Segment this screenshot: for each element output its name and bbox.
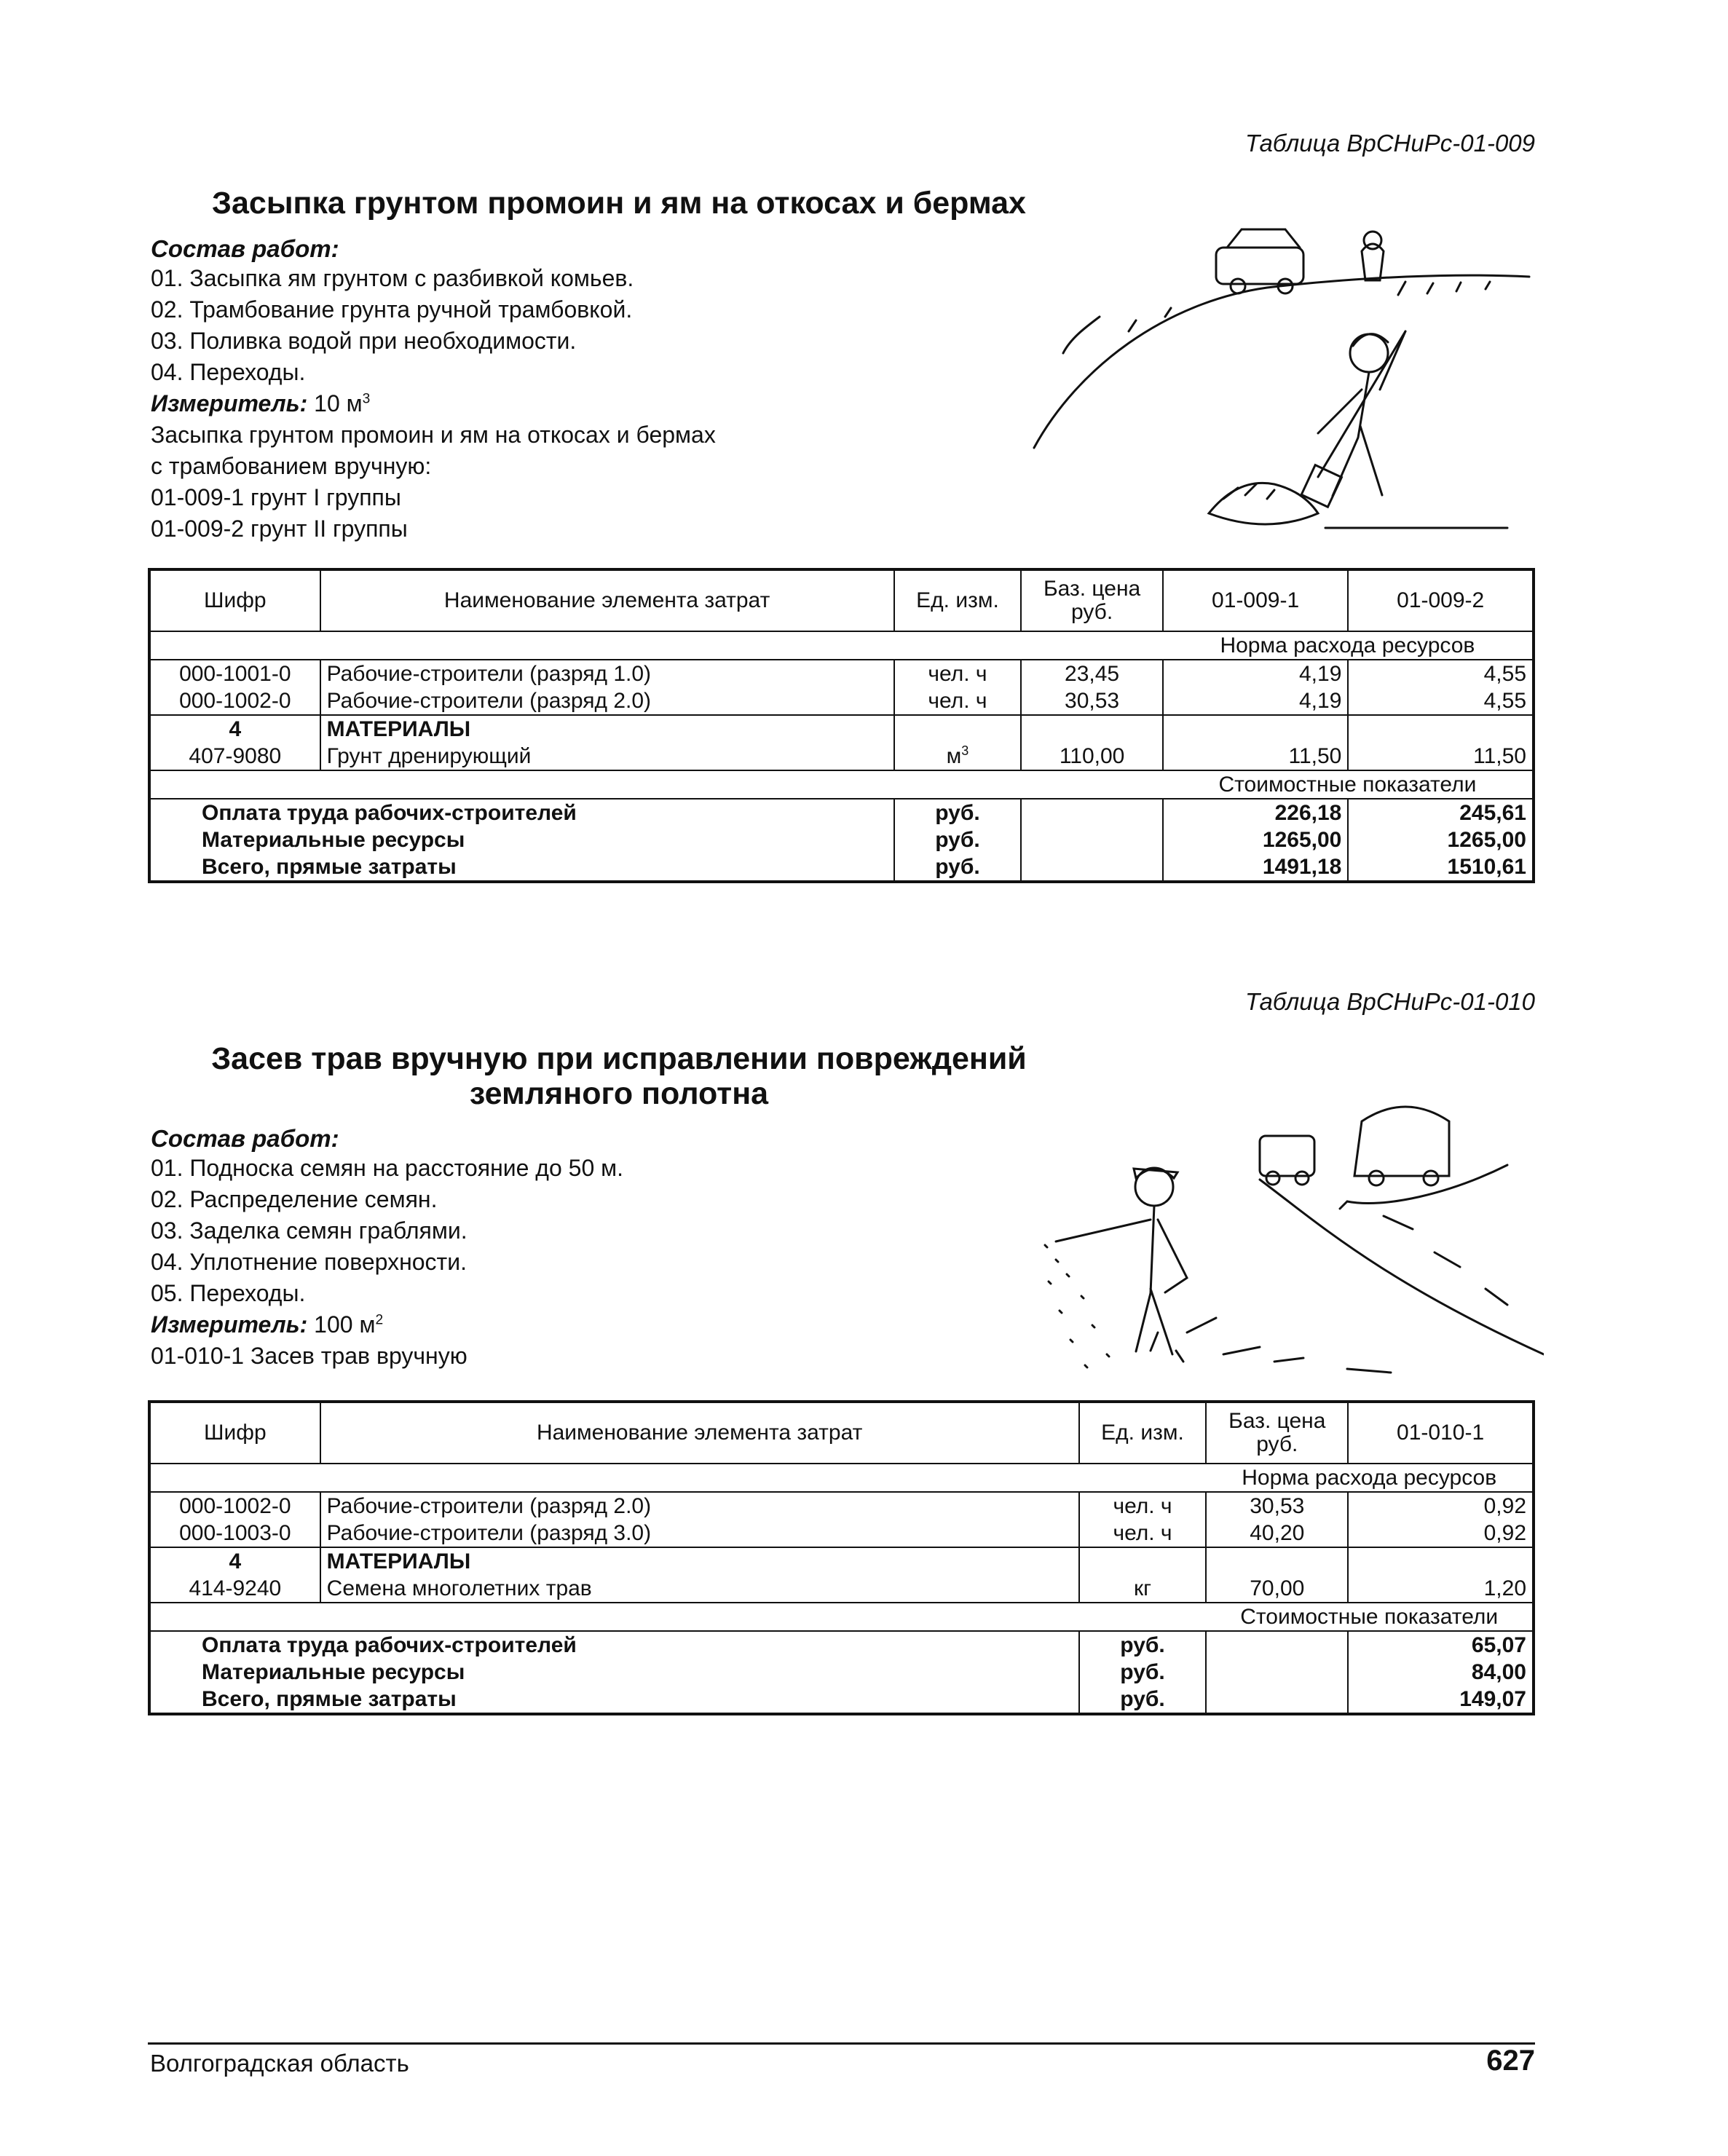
- cell-code: 000-1002-0: [149, 1492, 320, 1520]
- measure: [151, 1309, 623, 1340]
- work-item: 02. Трамбование грунта ручной трамбовкой.: [151, 296, 633, 323]
- total-row: [149, 1659, 1534, 1686]
- measure-value: 10 м: [314, 390, 363, 416]
- measure-label: Измеритель:: [151, 1311, 308, 1338]
- description-line: Засыпка грунтом промоин и ям на откосах и бермах: [151, 422, 716, 448]
- materials-label: МАТЕРИАЛЫ: [320, 1547, 1079, 1575]
- footer-region: Волгоградская область: [150, 2050, 409, 2077]
- cell-code: 407-9080: [149, 743, 320, 770]
- total-unit: руб.: [1079, 1686, 1207, 1714]
- header-code: Шифр: [149, 569, 320, 631]
- total-unit: руб.: [1079, 1631, 1207, 1659]
- total-value: 245,61: [1348, 799, 1534, 826]
- sowing-worker-illustration: [1041, 1092, 1544, 1383]
- work-item: 03. Заделка семян граблями.: [151, 1217, 467, 1244]
- measure: [151, 388, 716, 419]
- total-row: [149, 826, 1534, 853]
- header-unit: Ед. изм.: [894, 569, 1022, 631]
- cell-value: 4,19: [1163, 687, 1349, 715]
- total-row: [149, 1686, 1534, 1714]
- header-code: Шифр: [149, 1402, 320, 1464]
- header-unit: Ед. изм.: [1079, 1402, 1207, 1464]
- work-heading: Состав работ:: [151, 235, 339, 262]
- cell-unit: чел. ч: [894, 687, 1022, 715]
- header-price: Баз. цена руб.: [1021, 569, 1162, 631]
- section-title: [146, 1041, 1092, 1111]
- total-value: 1510,61: [1348, 853, 1534, 882]
- cell-value: 11,50: [1163, 743, 1349, 770]
- table-row: [149, 743, 1534, 770]
- cost-table: [148, 568, 1535, 883]
- total-value: 1491,18: [1163, 853, 1349, 882]
- total-row: [149, 799, 1534, 826]
- cell-name: Рабочие-строители (разряд 2.0): [320, 1492, 1079, 1520]
- description-line: 01-009-1 грунт I группы: [151, 484, 401, 510]
- work-composition: [151, 235, 716, 545]
- header-col1: 01-010-1: [1348, 1402, 1534, 1464]
- cell-value: 4,55: [1348, 687, 1534, 715]
- total-value: 65,07: [1348, 1631, 1534, 1659]
- work-heading: Состав работ:: [151, 1125, 339, 1152]
- band-costs: Стоимостные показатели: [1206, 1603, 1534, 1631]
- cell-name: Рабочие-строители (разряд 3.0): [320, 1520, 1079, 1547]
- work-item: 01. Подноска семян на расстояние до 50 м.: [151, 1155, 624, 1181]
- total-row: [149, 853, 1534, 882]
- measure-sup: 3: [362, 391, 371, 407]
- header-col2: 01-009-2: [1348, 569, 1534, 631]
- cell-price: 40,20: [1206, 1520, 1348, 1547]
- measure-value: 100 м: [314, 1311, 376, 1338]
- total-name: Материальные ресурсы: [149, 826, 894, 853]
- cost-table: [148, 1400, 1535, 1715]
- measure-label: Измеритель:: [151, 390, 308, 416]
- table-row: [149, 660, 1534, 687]
- measure-sup: 2: [375, 1312, 384, 1328]
- description-line: с трамбованием вручную:: [151, 453, 432, 479]
- cell-name: Грунт дренирующий: [320, 743, 894, 770]
- header-price: Баз. цена руб.: [1206, 1402, 1348, 1464]
- total-value: 84,00: [1348, 1659, 1534, 1686]
- cell-value: 11,50: [1348, 743, 1534, 770]
- footer-divider: [148, 2042, 1535, 2045]
- work-item: 05. Переходы.: [151, 1280, 306, 1306]
- cell-code: 000-1003-0: [149, 1520, 320, 1547]
- header-name: Наименование элемента затрат: [320, 569, 894, 631]
- cell-unit: кг: [1079, 1575, 1207, 1603]
- table-row: [149, 1492, 1534, 1520]
- work-item: 04. Переходы.: [151, 359, 306, 385]
- table-caption: Таблица ВрСНиРс-01-010: [1245, 988, 1535, 1015]
- cell-name: Рабочие-строители (разряд 1.0): [320, 660, 894, 687]
- materials-code: 4: [149, 715, 320, 743]
- table-row: [149, 687, 1534, 715]
- cell-code: 414-9240: [149, 1575, 320, 1603]
- total-value: 1265,00: [1348, 826, 1534, 853]
- total-unit: руб.: [894, 799, 1022, 826]
- total-unit: руб.: [894, 826, 1022, 853]
- cell-price: 30,53: [1021, 687, 1162, 715]
- band-costs: Стоимостные показатели: [1163, 770, 1534, 799]
- materials-label: МАТЕРИАЛЫ: [320, 715, 894, 743]
- cell-unit: чел. ч: [1079, 1520, 1207, 1547]
- total-name: Всего, прямые затраты: [149, 853, 894, 882]
- cell-value: 4,19: [1163, 660, 1349, 687]
- total-value: 149,07: [1348, 1686, 1534, 1714]
- total-unit: руб.: [1079, 1659, 1207, 1686]
- total-name: Материальные ресурсы: [149, 1659, 1079, 1686]
- total-name: Оплата труда рабочих-строителей: [149, 799, 894, 826]
- band-norms: Норма расхода ресурсов: [1163, 631, 1534, 660]
- title-line: Засев трав вручную при исправлении повреждений: [211, 1041, 1027, 1076]
- work-composition: [151, 1125, 623, 1372]
- total-unit: руб.: [894, 853, 1022, 882]
- cell-value: 1,20: [1348, 1575, 1534, 1603]
- table-row: [149, 1575, 1534, 1603]
- cell-code: 000-1002-0: [149, 687, 320, 715]
- cell-name: Семена многолетних трав: [320, 1575, 1079, 1603]
- cell-price: 70,00: [1206, 1575, 1348, 1603]
- page-number: 627: [1486, 2045, 1535, 2077]
- cell-name: Рабочие-строители (разряд 2.0): [320, 687, 894, 715]
- total-value: 226,18: [1163, 799, 1349, 826]
- cell-unit: $м^3$: [894, 743, 1022, 770]
- table-row: [149, 1520, 1534, 1547]
- total-name: Всего, прямые затраты: [149, 1686, 1079, 1714]
- work-item: 03. Поливка водой при необходимости.: [151, 328, 577, 354]
- title-line: земляного полотна: [469, 1076, 769, 1111]
- total-value: 1265,00: [1163, 826, 1349, 853]
- band-norms: Норма расхода ресурсов: [1206, 1464, 1534, 1492]
- work-item: 01. Засыпка ям грунтом с разбивкой комьев.: [151, 265, 634, 291]
- cell-unit: чел. ч: [1079, 1492, 1207, 1520]
- work-item: 02. Распределение семян.: [151, 1186, 438, 1212]
- section-title: Засыпка грунтом промоин и ям на откосах и бермах: [212, 186, 1026, 221]
- cell-value: 4,55: [1348, 660, 1534, 687]
- table-caption: Таблица ВрСНиРс-01-009: [1245, 130, 1535, 157]
- description-line: 01-009-2 грунт II группы: [151, 516, 408, 542]
- total-row: [149, 1631, 1534, 1659]
- cell-value: 0,92: [1348, 1492, 1534, 1520]
- cell-price: 30,53: [1206, 1492, 1348, 1520]
- header-name: Наименование элемента затрат: [320, 1402, 1079, 1464]
- header-col1: 01-009-1: [1163, 569, 1349, 631]
- cell-value: 0,92: [1348, 1520, 1534, 1547]
- cell-code: 000-1001-0: [149, 660, 320, 687]
- cell-price: 110,00: [1021, 743, 1162, 770]
- work-item: 04. Уплотнение поверхности.: [151, 1249, 467, 1275]
- cell-price: 23,45: [1021, 660, 1162, 687]
- slope-worker-illustration: [1019, 208, 1544, 550]
- materials-code: 4: [149, 1547, 320, 1575]
- cell-unit: чел. ч: [894, 660, 1022, 687]
- description-line: 01-010-1 Засев трав вручную: [151, 1343, 467, 1369]
- total-name: Оплата труда рабочих-строителей: [149, 1631, 1079, 1659]
